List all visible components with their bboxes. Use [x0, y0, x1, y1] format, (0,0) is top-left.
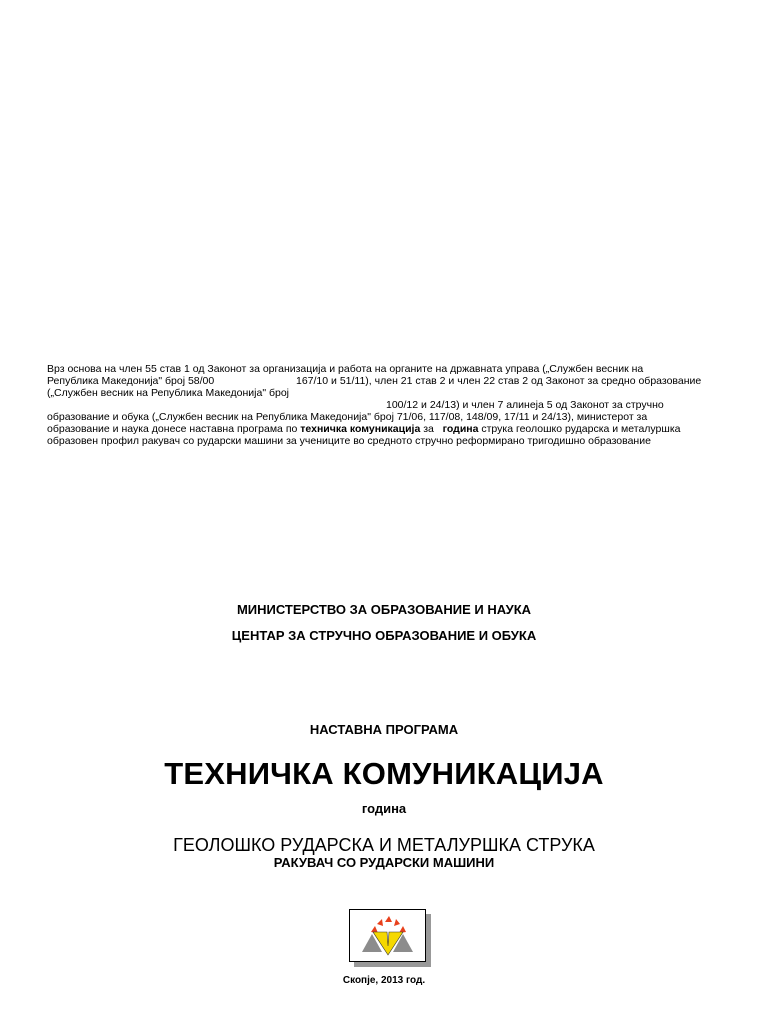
field-heading: ГЕОЛОШКО РУДАРСКА И МЕТАЛУРШКА СТРУКА	[173, 835, 595, 855]
legal-line-7: образовен профил ракувач со рударски машини за учениците во средното стручно реформирано тригодишно образование	[47, 435, 651, 447]
program-label: НАСТАВНА ПРОГРАМА	[309, 722, 459, 737]
year-label: година	[361, 801, 407, 816]
legal-line-2b: 167/10 и 51/11), член 21 став 2 и член 22 став 2 од Законот за средно образование	[296, 375, 702, 387]
center-vet-logo-icon	[349, 909, 426, 962]
logo-graphic	[350, 910, 425, 961]
logo-red-triangle	[385, 916, 392, 922]
legal-line-6	[47, 423, 680, 435]
legal-line-5: образование и обука („Службен весник на Република Македонија" број 71/06, 117/08, 148/09, 17/11 и 24/13), министерот за	[47, 411, 648, 423]
ministry-heading: МИНИСТЕРСТВО ЗА ОБРАЗОВАНИЕ И НАУКА	[236, 602, 532, 617]
logo-red-triangle	[394, 919, 400, 926]
legal-line-2a: Република Македонија" број 58/00	[47, 375, 215, 387]
legal-line-6-post: струка геолошко рударска и металуршка	[481, 423, 681, 435]
legal-line-4: 100/12 и 24/13) и член 7 алинеја 5 од Законот за стручно	[386, 399, 664, 411]
legal-line-6-pre: образование и наука донесе наставна програма по	[47, 423, 298, 435]
legal-line-6-mid: за	[423, 423, 434, 435]
legal-year-word: година	[442, 423, 479, 435]
legal-line-3: („Службен весник на Република Македонија" број	[47, 387, 289, 399]
legal-line-1: Врз основа на член 55 став 1 од Законот за организација и работа на органите на државната управа („Службен весник на	[47, 363, 644, 375]
place-date: Скопје, 2013 год.	[342, 975, 426, 986]
page-title: ТЕХНИЧКА КОМУНИКАЦИЈА	[164, 756, 604, 791]
center-heading: ЦЕНТАР ЗА СТРУЧНО ОБРАЗОВАНИЕ И ОБУКА	[231, 628, 537, 643]
logo-red-triangle	[377, 919, 383, 926]
legal-subject-name: техничка комуникација	[300, 423, 421, 435]
profile-heading: РАКУВАЧ СО РУДАРСКИ МАШИНИ	[273, 855, 495, 870]
